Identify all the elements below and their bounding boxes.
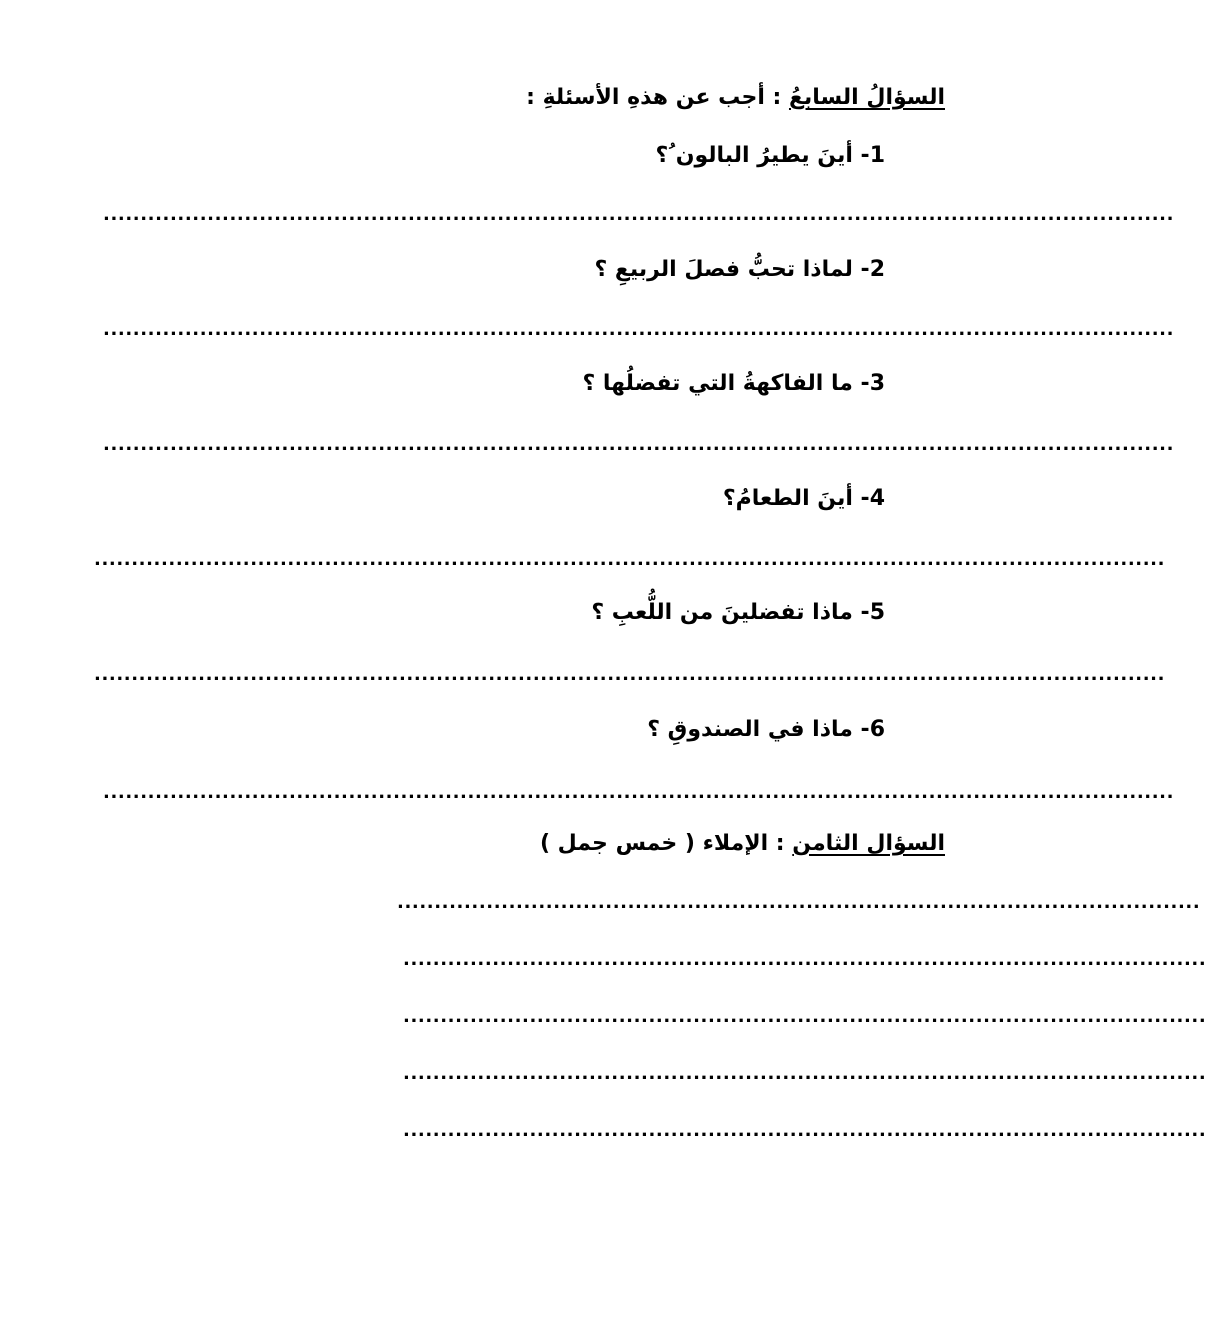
dictation-line-4[interactable]: ............................................................................................................ [403, 1063, 1206, 1084]
question-6 [647, 715, 885, 745]
dictation-line-3[interactable]: ............................................................................................................ [403, 1006, 1206, 1027]
question-5 [591, 598, 885, 628]
question-4 [723, 484, 885, 514]
answer-line-6[interactable]: ................................................................................................................................................ [103, 782, 1175, 803]
dictation-line-5[interactable]: ............................................................................................................ [403, 1120, 1206, 1141]
question-number: 4- [860, 486, 885, 511]
answer-line-5[interactable]: ................................................................................................................................................ [94, 664, 1166, 685]
section-8-heading [540, 829, 945, 859]
answer-line-2[interactable]: ................................................................................................................................................ [103, 319, 1175, 340]
question-text: ما الفاكهةُ التي تفضلُها ؟ [582, 371, 853, 396]
question-number: 1- [860, 143, 885, 168]
section-7-heading-label: السؤالُ السابعُ [788, 85, 945, 110]
question-1 [655, 141, 885, 171]
dictation-line-1[interactable]: ............................................................................................................ [397, 892, 1201, 913]
section-7-heading-instruction: : أجب عن هذهِ الأسئلةِ : [526, 85, 789, 110]
question-number: 6- [860, 717, 885, 742]
answer-line-4[interactable]: ................................................................................................................................................ [94, 549, 1166, 570]
answer-line-1[interactable]: ................................................................................................................................................ [103, 204, 1175, 225]
section-7-heading [526, 83, 945, 113]
question-text: ماذا تفضلينَ من اللُّعبِ ؟ [591, 600, 853, 625]
question-number: 3- [860, 371, 885, 396]
answer-line-3[interactable]: ................................................................................................................................................ [103, 434, 1175, 455]
question-text: لماذا تحبُّ فصلَ الربيعِ ؟ [594, 257, 853, 282]
question-text: أينَ الطعامُ؟ [722, 486, 853, 511]
question-3 [582, 369, 885, 399]
section-8-heading-instruction: : الإملاء ( خمس جمل ) [539, 831, 793, 856]
question-number: 5- [860, 600, 885, 625]
question-number: 2- [860, 257, 885, 282]
question-text: أينَ يطيرُ البالون ُ؟ [655, 143, 853, 168]
dictation-line-2[interactable]: ............................................................................................................ [403, 949, 1206, 970]
question-2 [594, 255, 885, 285]
section-8-heading-label: السؤال الثامن [792, 831, 945, 856]
question-text: ماذا في الصندوقِ ؟ [647, 717, 853, 742]
